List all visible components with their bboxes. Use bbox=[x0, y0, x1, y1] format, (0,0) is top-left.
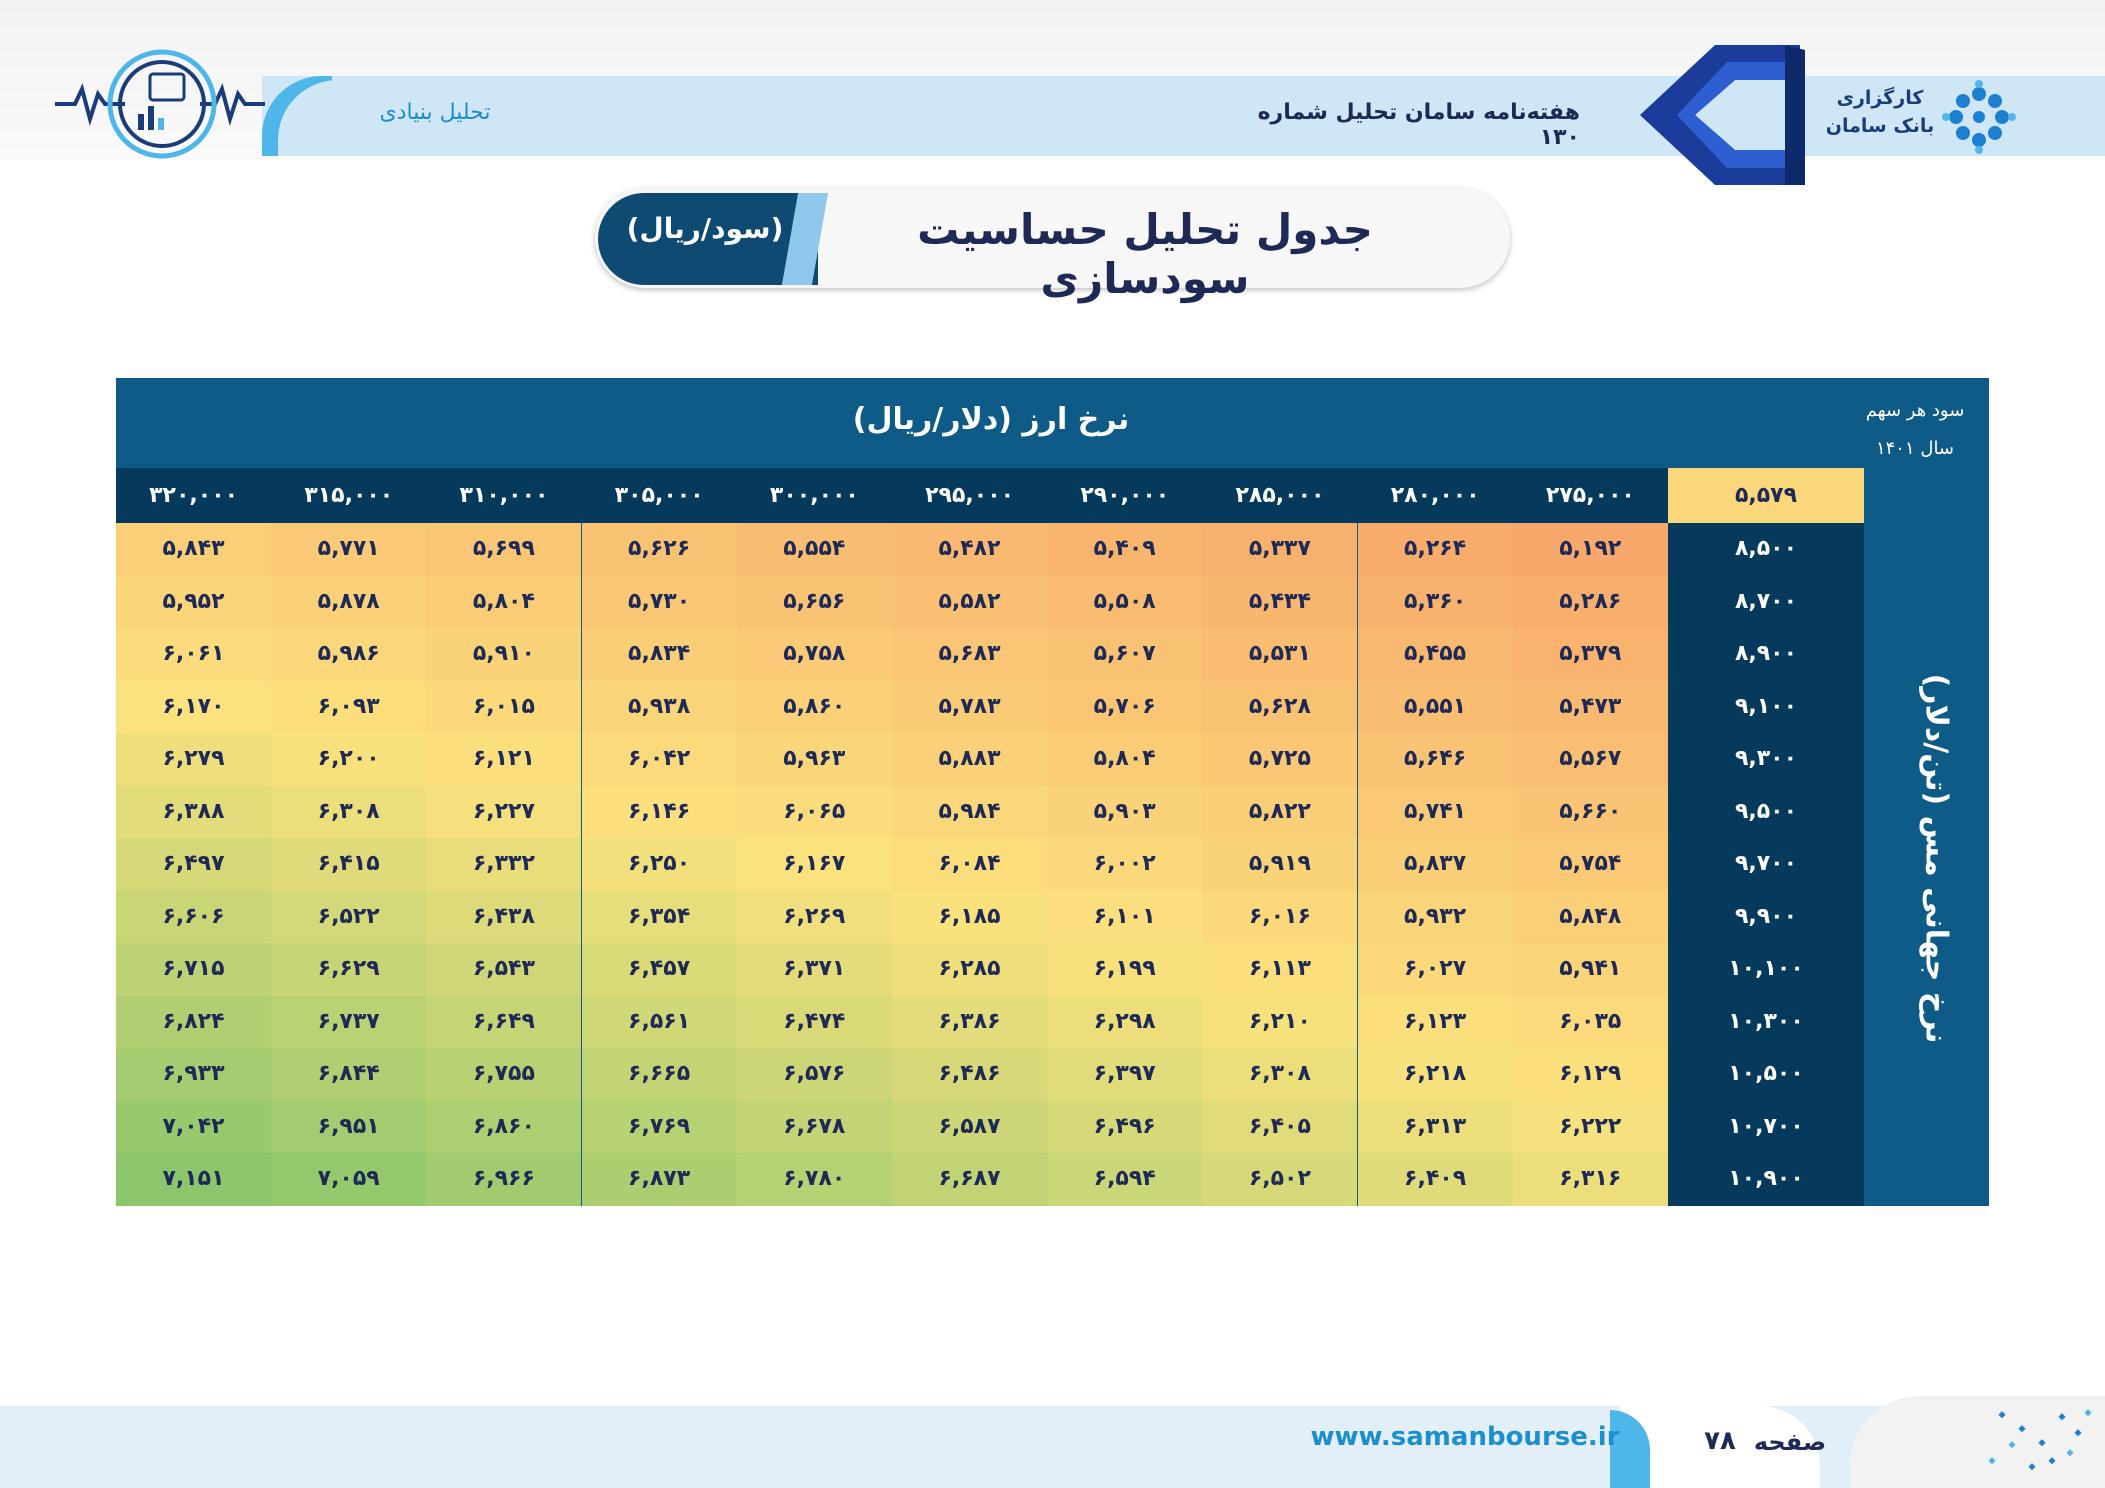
table-cell: ۵,۹۸۴ bbox=[892, 786, 1047, 839]
table-cell: ۶,۵۰۲ bbox=[1202, 1153, 1357, 1206]
table-cell: ۵,۵۵۴ bbox=[737, 523, 892, 576]
table-cell: ۵,۴۳۴ bbox=[1202, 576, 1357, 629]
table-cell: ۵,۷۲۵ bbox=[1202, 733, 1357, 786]
table-cell: ۵,۸۳۴ bbox=[582, 628, 737, 681]
row-header: ۱۰,۳۰۰ bbox=[1728, 1008, 1804, 1034]
table-cell: ۶,۱۰۱ bbox=[1047, 891, 1202, 944]
page-title: جدول تحلیل حساسیت سودسازی bbox=[917, 205, 1373, 303]
table-cell: ۶,۴۰۵ bbox=[1202, 1101, 1357, 1154]
table-cell: ۶,۱۴۶ bbox=[582, 786, 737, 839]
table-cell: ۶,۸۴۴ bbox=[271, 1048, 426, 1101]
table-cell: ۵,۴۸۲ bbox=[892, 523, 1047, 576]
table-cell: ۵,۷۵۴ bbox=[1513, 838, 1668, 891]
column-header: ۲۸۵,۰۰۰ bbox=[1235, 483, 1325, 508]
table-cell: ۶,۵۴۳ bbox=[426, 943, 581, 996]
section-label: تحلیل بنیادی bbox=[379, 100, 491, 125]
table-cell: ۶,۵۸۷ bbox=[892, 1101, 1047, 1154]
table-cell: ۵,۵۳۱ bbox=[1202, 628, 1357, 681]
table-cell: ۶,۳۹۷ bbox=[1047, 1048, 1202, 1101]
table-cell: ۶,۳۵۴ bbox=[582, 891, 737, 944]
table-cell: ۵,۸۴۳ bbox=[116, 523, 271, 576]
table-cell: ۶,۱۲۳ bbox=[1358, 996, 1513, 1049]
column-header: ۳۰۰,۰۰۰ bbox=[769, 483, 859, 508]
table-cell: ۶,۷۵۵ bbox=[426, 1048, 581, 1101]
table-cell: ۵,۵۸۲ bbox=[892, 576, 1047, 629]
table-cell: ۶,۳۰۸ bbox=[271, 786, 426, 839]
table-cell: ۵,۱۹۲ bbox=[1513, 523, 1668, 576]
table-cell: ۶,۷۶۹ bbox=[582, 1101, 737, 1154]
brand-line-2: بانک سامان bbox=[1825, 115, 1935, 137]
table-cell: ۵,۲۶۴ bbox=[1358, 523, 1513, 576]
saman-flower-logo-icon bbox=[1942, 80, 2016, 154]
table-cell: ۶,۰۳۵ bbox=[1513, 996, 1668, 1049]
table-cell: ۵,۹۳۸ bbox=[582, 681, 737, 734]
table-cell: ۶,۰۱۵ bbox=[426, 681, 581, 734]
table-cell: ۶,۸۶۰ bbox=[426, 1101, 581, 1154]
table-cell: ۶,۷۸۰ bbox=[737, 1153, 892, 1206]
table-cell: ۶,۹۶۶ bbox=[426, 1153, 581, 1206]
decorative-dots-icon bbox=[1880, 1402, 2100, 1486]
table-cell: ۶,۳۸۶ bbox=[892, 996, 1047, 1049]
brand-name bbox=[1820, 84, 1940, 140]
table-cell: ۶,۵۷۶ bbox=[737, 1048, 892, 1101]
table-cell: ۶,۸۷۳ bbox=[582, 1153, 737, 1206]
table-cell: ۵,۸۰۴ bbox=[1047, 733, 1202, 786]
table-cell: ۶,۷۳۷ bbox=[271, 996, 426, 1049]
table-cell: ۶,۱۲۹ bbox=[1513, 1048, 1668, 1101]
table-cell: ۵,۳۳۷ bbox=[1202, 523, 1357, 576]
table-cell: ۶,۴۳۸ bbox=[426, 891, 581, 944]
table-cell: ۵,۶۲۸ bbox=[1202, 681, 1357, 734]
table-cell: ۶,۱۹۹ bbox=[1047, 943, 1202, 996]
table-cell: ۵,۶۵۶ bbox=[737, 576, 892, 629]
table-cell: ۵,۸۷۸ bbox=[271, 576, 426, 629]
row-header: ۱۰,۷۰۰ bbox=[1728, 1113, 1804, 1139]
table-cell: ۶,۲۲۷ bbox=[426, 786, 581, 839]
row-header: ۹,۱۰۰ bbox=[1734, 693, 1798, 719]
table-cell: ۶,۲۲۲ bbox=[1513, 1101, 1668, 1154]
table-cell: ۶,۹۵۱ bbox=[271, 1101, 426, 1154]
table-cell: ۶,۳۱۳ bbox=[1358, 1101, 1513, 1154]
weekly-publication-title: هفته‌نامه سامان تحلیل شماره ۱۳۰ bbox=[1257, 100, 1580, 150]
column-header: ۲۸۰,۰۰۰ bbox=[1390, 483, 1480, 508]
row-header: ۱۰,۵۰۰ bbox=[1728, 1061, 1804, 1086]
row-header: ۸,۹۰۰ bbox=[1734, 641, 1798, 666]
table-cell: ۶,۲۷۹ bbox=[116, 733, 271, 786]
table-cell: ۵,۹۱۰ bbox=[426, 628, 581, 681]
table-cell: ۵,۹۸۶ bbox=[271, 628, 426, 681]
table-cell: ۵,۹۶۳ bbox=[737, 733, 892, 786]
table-cell: ۷,۱۵۱ bbox=[116, 1153, 271, 1206]
website-link[interactable]: www.samanbourse.ir bbox=[1310, 1422, 1620, 1452]
table-cell: ۶,۲۰۰ bbox=[271, 733, 426, 786]
row-header: ۹,۳۰۰ bbox=[1734, 746, 1798, 771]
column-header: ۳۰۵,۰۰۰ bbox=[614, 483, 704, 508]
table-cell: ۶,۰۸۴ bbox=[892, 838, 1047, 891]
table-cell: ۶,۱۱۳ bbox=[1202, 943, 1357, 996]
column-header: ۳۱۰,۰۰۰ bbox=[459, 483, 549, 508]
table-cell: ۵,۷۷۱ bbox=[271, 523, 426, 576]
table-cell: ۶,۰۰۲ bbox=[1047, 838, 1202, 891]
table-cell: ۶,۶۰۶ bbox=[116, 891, 271, 944]
table-cell: ۶,۴۹۶ bbox=[1047, 1101, 1202, 1154]
column-header: ۲۷۵,۰۰۰ bbox=[1545, 483, 1635, 508]
table-cell: ۵,۸۰۴ bbox=[426, 576, 581, 629]
table-cell: ۵,۶۶۰ bbox=[1513, 786, 1668, 839]
table-cell: ۶,۶۴۹ bbox=[426, 996, 581, 1049]
table-cell: ۶,۶۸۷ bbox=[892, 1153, 1047, 1206]
table-cell: ۶,۶۲۹ bbox=[271, 943, 426, 996]
table-cell: ۶,۷۱۵ bbox=[116, 943, 271, 996]
column-header: ۲۹۰,۰۰۰ bbox=[1080, 483, 1170, 508]
table-cell: ۶,۱۶۷ bbox=[737, 838, 892, 891]
table-cell: ۶,۲۶۹ bbox=[737, 891, 892, 944]
table-cell: ۶,۴۵۷ bbox=[582, 943, 737, 996]
eps-label-line-2: سال ۱۴۰۱ bbox=[1875, 438, 1955, 459]
table-cell: ۵,۹۵۲ bbox=[116, 576, 271, 629]
table-cell: ۵,۸۴۸ bbox=[1513, 891, 1668, 944]
table-cell: ۵,۸۳۷ bbox=[1358, 838, 1513, 891]
table-cell: ۵,۹۰۳ bbox=[1047, 786, 1202, 839]
table-cell: ۶,۴۸۶ bbox=[892, 1048, 1047, 1101]
table-cell: ۶,۲۹۸ bbox=[1047, 996, 1202, 1049]
column-header: ۲۹۵,۰۰۰ bbox=[925, 483, 1015, 508]
column-header: ۳۲۰,۰۰۰ bbox=[149, 483, 239, 508]
table-cell: ۶,۰۱۶ bbox=[1202, 891, 1357, 944]
table-cell: ۶,۲۱۰ bbox=[1202, 996, 1357, 1049]
table-cell: ۶,۳۰۸ bbox=[1202, 1048, 1357, 1101]
table-cell: ۶,۴۱۵ bbox=[271, 838, 426, 891]
row-header: ۹,۹۰۰ bbox=[1734, 903, 1798, 929]
table-cell: ۷,۰۵۹ bbox=[271, 1153, 426, 1206]
title-unit: (سود/ریال) bbox=[626, 212, 784, 245]
table-cell: ۵,۹۱۹ bbox=[1202, 838, 1357, 891]
table-cell: ۵,۵۰۸ bbox=[1047, 576, 1202, 629]
row-header: ۱۰,۹۰۰ bbox=[1728, 1166, 1804, 1191]
table-cell: ۵,۶۸۳ bbox=[892, 628, 1047, 681]
table-cell: ۶,۵۹۴ bbox=[1047, 1153, 1202, 1206]
table-cell: ۵,۸۸۳ bbox=[892, 733, 1047, 786]
chevron-logo-icon bbox=[1635, 40, 1805, 190]
table-cell: ۶,۲۸۵ bbox=[892, 943, 1047, 996]
table-cell: ۵,۵۶۷ bbox=[1513, 733, 1668, 786]
copper-price-axis-title-text: نرخ جهانی مس (تن/دلار) bbox=[1918, 673, 1954, 1044]
table-cell: ۵,۷۳۰ bbox=[582, 576, 737, 629]
table-cell: ۶,۰۶۱ bbox=[116, 628, 271, 681]
page-number: ۷۸ bbox=[1704, 1426, 1736, 1456]
table-cell: ۶,۳۸۸ bbox=[116, 786, 271, 839]
table-cell: ۶,۰۶۵ bbox=[737, 786, 892, 839]
table-cell: ۶,۱۸۵ bbox=[892, 891, 1047, 944]
table-cell: ۵,۷۴۱ bbox=[1358, 786, 1513, 839]
table-cell: ۶,۲۱۸ bbox=[1358, 1048, 1513, 1101]
table-cell: ۵,۶۹۹ bbox=[426, 523, 581, 576]
table-cell: ۶,۴۰۹ bbox=[1358, 1153, 1513, 1206]
base-eps-cell: ۵,۵۷۹ bbox=[1668, 468, 1864, 523]
table-cell: ۶,۰۴۲ bbox=[582, 733, 737, 786]
table-cell: ۷,۰۴۲ bbox=[116, 1101, 271, 1154]
table-cell: ۵,۸۶۰ bbox=[737, 681, 892, 734]
fundamental-analysis-icon bbox=[50, 44, 270, 164]
table-cell: ۶,۶۷۸ bbox=[737, 1101, 892, 1154]
table-cell: ۶,۹۳۳ bbox=[116, 1048, 271, 1101]
eps-label bbox=[1845, 392, 1985, 468]
column-header: ۳۱۵,۰۰۰ bbox=[304, 483, 394, 508]
table-cell: ۶,۰۲۷ bbox=[1358, 943, 1513, 996]
table-cell: ۵,۴۰۹ bbox=[1047, 523, 1202, 576]
table-cell: ۵,۴۵۵ bbox=[1358, 628, 1513, 681]
table-cell: ۵,۷۵۸ bbox=[737, 628, 892, 681]
table-cell: ۵,۷۸۳ bbox=[892, 681, 1047, 734]
table-cell: ۵,۶۲۶ bbox=[582, 523, 737, 576]
table-cell: ۵,۸۲۲ bbox=[1202, 786, 1357, 839]
row-header: ۹,۵۰۰ bbox=[1734, 798, 1798, 824]
table-cell: ۶,۴۷۴ bbox=[737, 996, 892, 1049]
table-cell: ۵,۵۵۱ bbox=[1358, 681, 1513, 734]
table-cell: ۶,۱۷۰ bbox=[116, 681, 271, 734]
table-cell: ۵,۳۷۹ bbox=[1513, 628, 1668, 681]
table-cell: ۵,۷۰۶ bbox=[1047, 681, 1202, 734]
table-cell: ۶,۸۲۴ bbox=[116, 996, 271, 1049]
table-cell: ۶,۲۵۰ bbox=[582, 838, 737, 891]
table-cell: ۶,۵۶۱ bbox=[582, 996, 737, 1049]
table-cell: ۶,۳۷۱ bbox=[737, 943, 892, 996]
table-cell: ۵,۶۴۶ bbox=[1358, 733, 1513, 786]
table-cell: ۵,۹۳۲ bbox=[1358, 891, 1513, 944]
table-cell: ۶,۳۳۲ bbox=[426, 838, 581, 891]
brand-line-1: کارگزاری bbox=[1836, 87, 1924, 109]
table-cell: ۶,۵۲۲ bbox=[271, 891, 426, 944]
table-cell: ۵,۲۸۶ bbox=[1513, 576, 1668, 629]
table-cell: ۵,۴۷۳ bbox=[1513, 681, 1668, 734]
table-cell: ۶,۰۹۳ bbox=[271, 681, 426, 734]
table-cell: ۶,۱۲۱ bbox=[426, 733, 581, 786]
row-header: ۱۰,۱۰۰ bbox=[1728, 956, 1804, 981]
table-cell: ۶,۴۹۷ bbox=[116, 838, 271, 891]
eps-label-line-1: سود هر سهم bbox=[1865, 400, 1965, 421]
table-cell: ۵,۹۴۱ bbox=[1513, 943, 1668, 996]
row-header: ۸,۷۰۰ bbox=[1734, 588, 1798, 614]
table-cell: ۶,۶۶۵ bbox=[582, 1048, 737, 1101]
fx-rate-axis-title: نرخ ارز (دلار/ریال) bbox=[852, 402, 1130, 437]
table-cell: ۶,۳۱۶ bbox=[1513, 1153, 1668, 1206]
page-label: صفحه bbox=[1753, 1428, 1827, 1456]
row-header: ۸,۵۰۰ bbox=[1734, 536, 1798, 561]
row-header: ۹,۷۰۰ bbox=[1734, 851, 1798, 876]
table-cell: ۵,۳۶۰ bbox=[1358, 576, 1513, 629]
table-cell: ۵,۶۰۷ bbox=[1047, 628, 1202, 681]
